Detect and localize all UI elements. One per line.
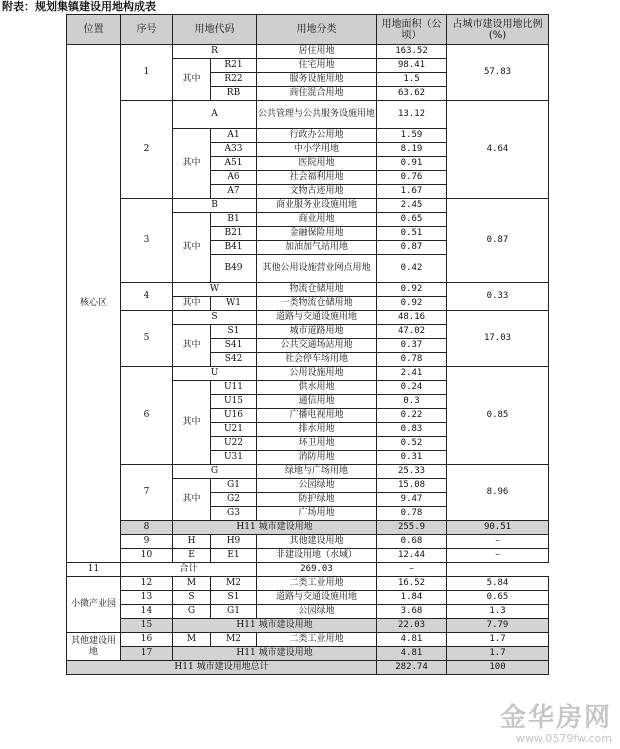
header-ratio: 占城市建设用地比例(%) [447,15,549,45]
category-cell: 公共管理与公共服务设施用地 [257,101,377,129]
table-row [67,45,549,59]
category-cell: 社会福利用地 [257,171,377,185]
area-cell: 16.52 [377,577,447,591]
code-cell: W1 [211,297,257,311]
area-cell: 1.67 [377,185,447,199]
category-cell: 环卫用地 [257,437,377,451]
table-row [67,465,549,479]
area-cell: 0.78 [377,353,447,367]
area-cell: 0.92 [377,283,447,297]
code-cell: R21 [211,59,257,73]
category-cell: 城市道路用地 [257,325,377,339]
code-cell: A51 [211,157,257,171]
code-cell: M2 [211,633,257,647]
category-cell: 二类工业用地 [257,633,377,647]
seq-cell: 1 [121,45,173,101]
code-cell: H [173,535,211,549]
area-cell: 3.68 [377,605,447,619]
code-cell: U [173,367,257,381]
code-cell: U15 [211,395,257,409]
code-cell: R22 [211,73,257,87]
code-cell: U11 [211,381,257,395]
land-use-table [66,14,549,675]
code-cell: R [173,45,257,59]
seq-cell: 3 [121,199,173,283]
ratio-cell: – [447,535,549,549]
category-cell: 二类工业用地 [257,577,377,591]
subtotal-row [67,521,549,535]
table-row [67,577,549,591]
code-cell: B49 [211,255,257,283]
table-row [67,591,549,605]
area-cell: 48.16 [377,311,447,325]
code-cell: S1 [211,325,257,339]
area-cell: 8.19 [377,143,447,157]
seq-cell: 5 [121,311,173,367]
area-cell: 2.45 [377,199,447,213]
area-cell: 9.47 [377,493,447,507]
qizhong-label: 其中 [173,129,211,199]
table-row [67,311,549,325]
code-cell: U31 [211,451,257,465]
page-title: 附表：规划集镇建设用地构成表 [2,0,156,13]
category-cell: 广播电视用地 [257,409,377,423]
seq-cell: 13 [121,591,173,605]
total-ratio: 100 [447,661,549,675]
ratio-cell: 1.3 [447,605,549,619]
code-cell: G [173,605,211,619]
category-cell: 商住混合用地 [257,87,377,101]
subtotal-row [67,647,549,661]
code-cell: S1 [211,591,257,605]
area-cell: 22.03 [377,619,447,633]
area-cell: 98.41 [377,59,447,73]
category-cell: 商业用地 [257,213,377,227]
area-cell: 0.51 [377,227,447,241]
area-cell: 15.08 [377,479,447,493]
seq-cell: 12 [121,577,173,591]
category-cell: 社会停车场用地 [257,353,377,367]
area-cell: 4.81 [377,633,447,647]
table-row [67,633,549,647]
category-cell: 排水用地 [257,423,377,437]
category-cell: 道路与交通设施用地 [257,591,377,605]
qizhong-label: 其中 [173,325,211,367]
watermark-url: www.0579fw.com [515,732,612,745]
header-location: 位置 [67,15,121,45]
area-cell: 0.92 [377,297,447,311]
ratio-cell: 0.87 [447,199,549,283]
table-row [67,101,549,129]
area-cell: 0.37 [377,339,447,353]
area-cell: 25.33 [377,465,447,479]
area-cell: 0.78 [377,507,447,521]
category-cell: 公园绿地 [257,479,377,493]
ratio-cell: 90.51 [447,521,549,535]
code-cell: G3 [211,507,257,521]
category-cell: 其他公用设施营业网点用地 [257,255,377,283]
qizhong-label: 其中 [173,297,211,311]
subtotal-row [67,619,549,633]
area-cell: 1.59 [377,129,447,143]
area-cell: 0.87 [377,241,447,255]
area-cell: 0.65 [377,213,447,227]
code-cell: U16 [211,409,257,423]
table-row [67,367,549,381]
table-row [67,563,549,577]
area-cell: 13.12 [377,101,447,129]
category-cell: 消防用地 [257,451,377,465]
area-cell: 63.62 [377,87,447,101]
category-cell: 加油加气站用地 [257,241,377,255]
seq-cell: 8 [121,521,173,535]
category-cell: 物流仓储用地 [257,283,377,297]
total-row [67,661,549,675]
seq-cell: 11 [67,563,121,577]
category-cell: 服务设施用地 [257,73,377,87]
code-cell: S [173,591,211,605]
code-cell: A33 [211,143,257,157]
ratio-cell: 57.83 [447,45,549,101]
category-cell: H11 城市建设用地 [173,521,377,535]
header-row [67,15,549,45]
code-cell: G1 [211,479,257,493]
category-cell: 一类物流仓储用地 [257,297,377,311]
area-cell: 0.76 [377,171,447,185]
category-cell: 其他建设用地 [257,535,377,549]
qizhong-label: 其中 [173,213,211,283]
category-cell: 道路与交通设施用地 [257,311,377,325]
category-cell: 广场用地 [257,507,377,521]
area-cell: 0.52 [377,437,447,451]
code-cell: G1 [211,605,257,619]
category-cell: H11 城市建设用地 [173,619,377,633]
code-cell: W [173,283,257,297]
ratio-cell: 0.85 [447,367,549,465]
category-cell: 非建设用地（水域） [257,549,377,563]
area-cell: 2.41 [377,367,447,381]
area-cell: 0.3 [377,395,447,409]
category-cell: 合计 [121,563,257,577]
area-cell: 4.81 [377,647,447,661]
ratio-cell: 4.64 [447,101,549,199]
ratio-cell: 17.03 [447,311,549,367]
category-cell: 公园绿地 [257,605,377,619]
category-cell: 商业服务业设施用地 [257,199,377,213]
area-cell: 163.52 [377,45,447,59]
category-cell: 供水用地 [257,381,377,395]
seq-cell: 9 [121,535,173,549]
area-cell: 0.22 [377,409,447,423]
category-cell: 住宅用地 [257,59,377,73]
code-cell: E1 [211,549,257,563]
area-cell: 1.5 [377,73,447,87]
code-cell: B1 [211,213,257,227]
area-cell: 0.24 [377,381,447,395]
code-cell: A7 [211,185,257,199]
header-seq: 序号 [121,15,173,45]
code-cell: M [173,633,211,647]
ratio-cell: 7.79 [447,619,549,633]
category-cell: 文物古迹用地 [257,185,377,199]
header-area: 用地面积（公顷） [377,15,447,45]
seq-cell: 10 [121,549,173,563]
code-cell: A1 [211,129,257,143]
total-label: H11 城市建设用地总计 [67,661,377,675]
code-cell: G [173,465,257,479]
header-category: 用地分类 [257,15,377,45]
area-cell: 12.44 [377,549,447,563]
area-cell: 1.84 [377,591,447,605]
total-area: 282.74 [377,661,447,675]
category-cell: 绿地与广场用地 [257,465,377,479]
seq-cell: 2 [121,101,173,199]
table-row [67,535,549,549]
qizhong-label: 其中 [173,381,211,465]
category-cell: 防护绿地 [257,493,377,507]
ratio-cell: 8.96 [447,465,549,521]
code-cell: B41 [211,241,257,255]
seq-cell: 14 [121,605,173,619]
code-cell: M [173,577,211,591]
qizhong-label: 其中 [173,479,211,521]
code-cell: A [173,101,257,129]
area-cell: 0.83 [377,423,447,437]
table-row [67,283,549,297]
area-cell: 0.68 [377,535,447,549]
category-cell: 金融保险用地 [257,227,377,241]
ratio-cell: 0.33 [447,283,549,311]
category-cell: 中小学用地 [257,143,377,157]
seq-cell: 15 [121,619,173,633]
area-cell: 255.9 [377,521,447,535]
code-cell: G2 [211,493,257,507]
code-cell: U21 [211,423,257,437]
seq-cell: 6 [121,367,173,465]
category-cell: H11 城市建设用地 [173,647,377,661]
ratio-cell: 0.65 [447,591,549,605]
table-row [67,549,549,563]
table-row [67,199,549,213]
category-cell: 公用设施用地 [257,367,377,381]
header-code: 用地代码 [173,15,257,45]
code-cell: A6 [211,171,257,185]
ratio-cell: – [447,549,549,563]
code-cell: B21 [211,227,257,241]
group-core: 核心区 [67,45,121,563]
category-cell: 行政办公用地 [257,129,377,143]
category-cell: 医院用地 [257,157,377,171]
seq-cell: 7 [121,465,173,521]
ratio-cell: – [377,563,447,577]
watermark-brand: 金华房网 [499,703,612,733]
ratio-cell: 1.7 [447,647,549,661]
category-cell: 居住用地 [257,45,377,59]
code-cell: S42 [211,353,257,367]
group-other: 其他建设用地 [67,633,121,661]
category-cell: 公共交通场站用地 [257,339,377,353]
watermark [500,704,612,745]
code-cell: H9 [211,535,257,549]
seq-cell: 16 [121,633,173,647]
group-industry: 小微产业园 [67,577,121,633]
code-cell: B [173,199,257,213]
seq-cell: 4 [121,283,173,311]
code-cell: RB [211,87,257,101]
ratio-cell: 1.7 [447,633,549,647]
qizhong-label: 其中 [173,59,211,101]
category-cell: 通信用地 [257,395,377,409]
ratio-cell: 5.84 [447,577,549,591]
code-cell: E [173,549,211,563]
area-cell: 0.42 [377,255,447,283]
area-cell: 0.31 [377,451,447,465]
seq-cell: 17 [121,647,173,661]
area-cell: 0.91 [377,157,447,171]
code-cell: S41 [211,339,257,353]
code-cell: M2 [211,577,257,591]
table-row [67,605,549,619]
code-cell: S [173,311,257,325]
area-cell: 47.02 [377,325,447,339]
code-cell: U22 [211,437,257,451]
area-cell: 269.03 [257,563,377,577]
